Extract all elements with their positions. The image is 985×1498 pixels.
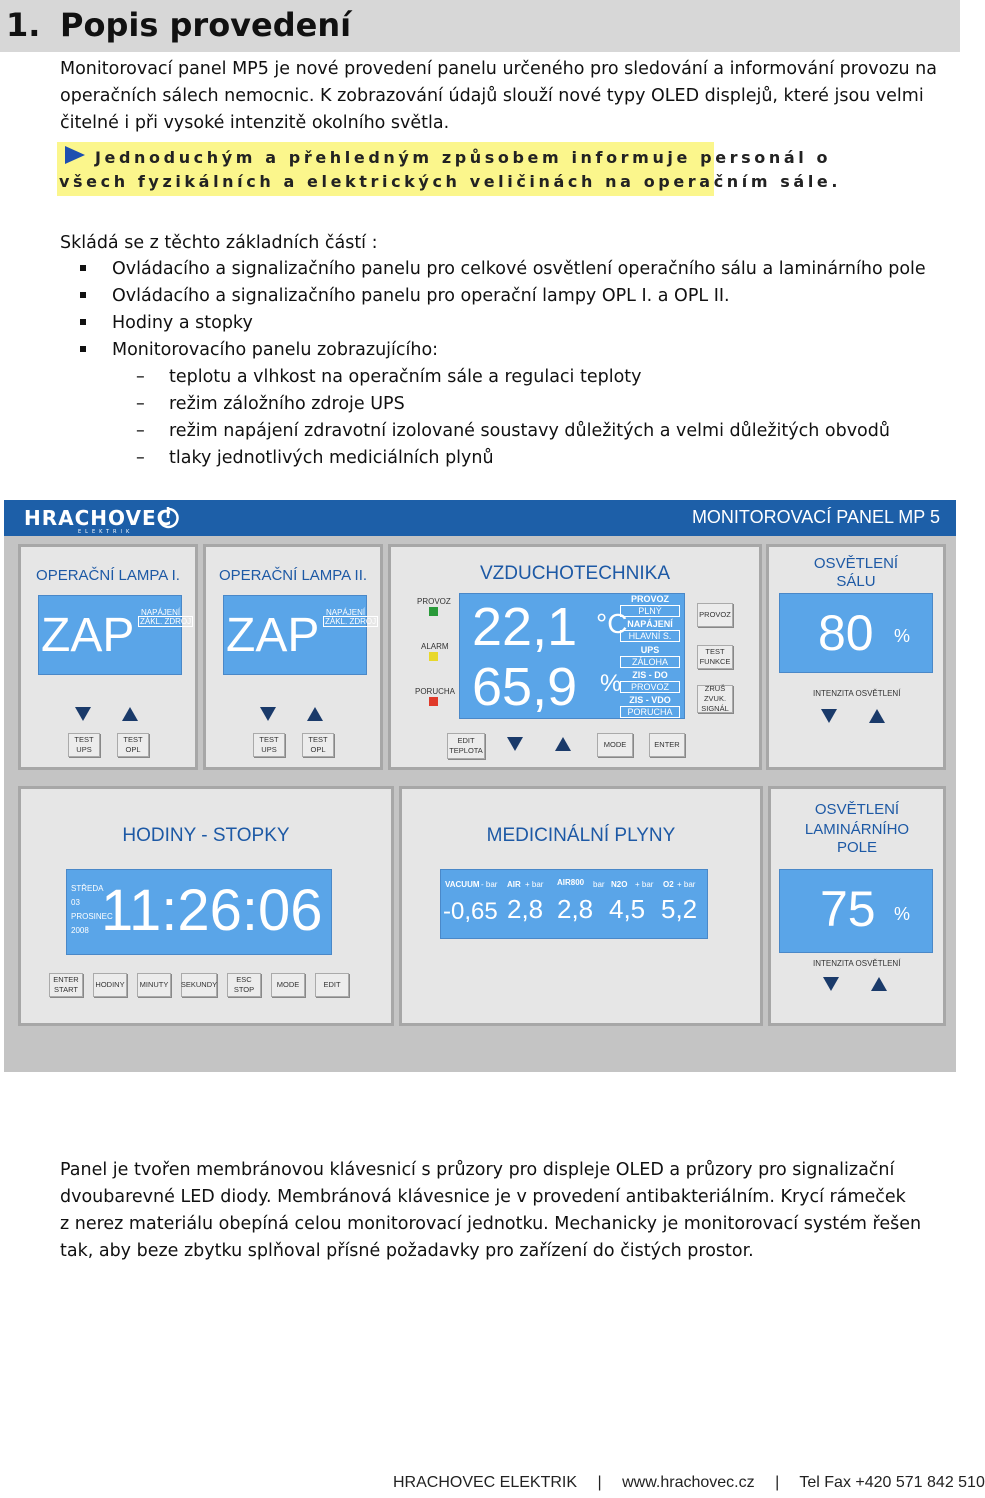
enter-start-button[interactable]: ENTER START — [49, 973, 83, 997]
list-item — [60, 283, 940, 310]
edit-temperature-button[interactable]: EDIT TEPLOTA — [447, 733, 485, 759]
lamp2-title: OPERAČNÍ LAMPA II. — [218, 567, 368, 584]
gas-unit: + bar — [677, 880, 696, 889]
gas-name: N2O — [611, 880, 628, 889]
status-text: HLAVNÍ S. — [620, 630, 680, 642]
humidity-unit: % — [600, 670, 622, 697]
lamp1-state: ZAP — [41, 609, 135, 662]
hvac-display — [459, 593, 685, 719]
section-number: 1. — [6, 6, 41, 44]
logo-icon — [156, 506, 180, 530]
bullet — [80, 346, 86, 352]
room-light-title: OSVĚTLENÍ — [813, 555, 899, 572]
highlight-box — [57, 142, 842, 196]
room-light-up-button[interactable] — [869, 709, 885, 723]
gas-unit: bar — [593, 880, 605, 889]
description-line: dvoubarevné LED diody. Membránová klávesnice je v provedení antibakteriálním. Krycí rámeček — [60, 1187, 906, 1207]
laminar-title: LAMINÁRNÍHO — [804, 821, 910, 838]
led-yellow — [429, 652, 438, 661]
clock-title: HODINY - STOPKY — [122, 825, 290, 846]
mute-signal-button[interactable]: ZRUŠ ZVUK. SIGNÁL — [697, 685, 733, 713]
lamp2-up-button[interactable] — [307, 707, 323, 721]
sub-item — [60, 445, 940, 472]
laminar-value: 75 — [820, 881, 876, 937]
hvac-up-button[interactable] — [555, 737, 571, 751]
status-text: PLNÝ — [620, 605, 680, 617]
led-provoz-label: PROVOZ — [417, 597, 451, 606]
room-light-title: SÁLU — [836, 573, 876, 590]
intro-line: čitelné i při vysoké intenzitě okolního světla. — [60, 113, 450, 133]
hvac-title: VZDUCHOTECHNIKA — [479, 563, 670, 584]
gas-name: VACUUM — [445, 880, 480, 889]
sub-item-text: režim napájení zdravotní izolované soustavy důležitých a velmi důležitých obvodů — [169, 421, 890, 441]
lamp2-module — [203, 544, 383, 770]
lamp2-test-opl-button[interactable]: TEST OPL — [302, 733, 334, 757]
lamp2-state: ZAP — [226, 609, 320, 662]
clock-time: 11:26:06 — [101, 878, 323, 943]
bullet — [80, 265, 86, 271]
status-text: PORUCHA — [620, 706, 680, 718]
laminar-light-module — [768, 786, 946, 1026]
arrow-icon — [65, 146, 85, 164]
status-text: ZÁLOHA — [620, 656, 680, 668]
led-porucha-label: PORUCHA — [415, 687, 456, 696]
led-red — [429, 697, 438, 706]
logo-subtitle: ELEKTRIK — [78, 529, 134, 535]
year: 2008 — [71, 926, 89, 935]
lamp2-display — [223, 595, 377, 675]
lamp1-module — [18, 544, 198, 770]
description-paragraph — [60, 1157, 940, 1265]
footer-phone: Tel Fax +420 571 842 510 — [799, 1474, 985, 1491]
temperature-value: 22,1 — [472, 597, 578, 657]
status-text: ZIS - VDO — [629, 695, 671, 705]
weekday: STŘEDA — [71, 884, 104, 893]
lamp1-down-button[interactable] — [75, 707, 91, 721]
gas-unit: - bar — [481, 880, 498, 889]
clock-display — [66, 869, 332, 955]
description-line: z nerez materiálu obepíná celou monitorovací jednotku. Mechanicky je monitorovací systém řešen — [60, 1214, 922, 1234]
panel-title: MONITOROVACÍ PANEL MP 5 — [691, 507, 940, 527]
dash: – — [136, 448, 145, 468]
lamp1-test-opl-button[interactable]: TEST OPL — [117, 733, 149, 757]
description-line: tak, aby beze zbytku splňoval přísné požadavky pro zařízení do čistých prostor. — [60, 1241, 754, 1261]
section-header — [0, 0, 960, 52]
list-item-text: Monitorovacího panelu zobrazujícího: — [112, 340, 439, 360]
lamp1-display — [38, 595, 192, 675]
gas-value: 5,2 — [661, 894, 698, 924]
list-item-text: Hodiny a stopky — [112, 313, 253, 333]
temperature-unit: °C — [596, 608, 628, 639]
footer-web: www.hrachovec.cz — [622, 1474, 755, 1491]
room-light-display — [779, 593, 933, 673]
gas-value: 4,5 — [609, 894, 646, 924]
logo: HRACHOVEC — [24, 506, 173, 530]
list-item-text: Ovládacího a signalizačního panelu pro operační lampy OPL I. a OPL II. — [112, 286, 730, 306]
lamp2-down-button[interactable] — [260, 707, 276, 721]
footer-separator: | — [775, 1474, 780, 1491]
parts-list — [60, 256, 940, 472]
parts-intro: Skládá se z těchto základních částí : — [60, 233, 378, 253]
gas-value: 2,8 — [557, 894, 594, 924]
hvac-module — [388, 544, 762, 770]
test-function-button[interactable]: TEST FUNKCE — [697, 645, 733, 669]
hvac-down-button[interactable] — [507, 737, 523, 751]
gases-title: MEDICINÁLNÍ PLYNY — [486, 825, 676, 846]
status-text: UPS — [640, 645, 660, 655]
description-line: Panel je tvořen membránovou klávesnicí s průzory pro displeje OLED a průzory pro signalizační — [60, 1160, 895, 1180]
room-light-label: INTENZITA OSVĚTLENÍ — [813, 689, 901, 698]
dash: – — [136, 367, 145, 387]
led-alarm-label: ALARM — [421, 642, 449, 651]
humidity-value: 65,9 — [472, 657, 578, 717]
month: PROSINEC — [71, 912, 113, 921]
room-light-value: 80 — [818, 605, 874, 661]
sub-item — [60, 391, 940, 418]
room-light-module — [766, 544, 946, 770]
lamp1-label: NAPÁJENÍ — [141, 608, 181, 617]
footer — [393, 1474, 985, 1492]
bullet — [80, 292, 86, 298]
enter-button[interactable]: ENTER — [649, 733, 685, 757]
panel-header-bar — [4, 500, 956, 536]
sub-item-text: teplotu a vlhkost na operačním sále a regulaci teploty — [169, 367, 642, 387]
highlight-line: Jednoduchým a přehledným způsobem informuje personál o — [95, 148, 832, 167]
status-text: PROVOZ — [620, 681, 680, 693]
intro-line: Monitorovací panel MP5 je nové provedení panelu určeného pro sledování a informování provozu na — [60, 59, 937, 79]
gases-display — [440, 869, 708, 939]
list-item — [60, 337, 940, 364]
intro-paragraph — [60, 56, 940, 137]
lamp2-label: NAPÁJENÍ — [326, 608, 366, 617]
date-day: 03 — [71, 898, 80, 907]
sub-item-text: tlaky jednotlivých mediciálních plynů — [169, 448, 494, 468]
seconds-button[interactable]: SEKUNDY — [181, 973, 217, 997]
gas-name: AIR — [507, 880, 521, 889]
sub-item — [60, 418, 940, 445]
status-text: PROVOZ — [630, 594, 669, 604]
gas-unit: + bar — [525, 880, 544, 889]
lamp2-source: ZÁKL. ZDROJ — [325, 617, 377, 626]
room-light-unit: % — [894, 626, 911, 646]
lamp2-test-ups-button[interactable]: TEST UPS — [253, 733, 285, 757]
dash: – — [136, 421, 145, 441]
clock-edit-button[interactable]: EDIT — [315, 973, 349, 997]
list-item — [60, 256, 940, 283]
hours-button[interactable]: HODINY — [93, 973, 127, 997]
intro-line: operačních sálech nemocnic. K zobrazování údajů slouží nové typy OLED displejů, které jsou velmi — [60, 86, 924, 106]
gas-name: O2 — [663, 880, 674, 889]
sub-item — [60, 364, 940, 391]
list-item-text: Ovládacího a signalizačního panelu pro celkové osvětlení operačního sálu a laminárního pole — [112, 259, 926, 279]
monitoring-panel-image — [4, 500, 956, 1072]
gases-module — [399, 786, 763, 1026]
status-text: ZIS - DO — [632, 670, 668, 680]
laminar-unit: % — [894, 904, 911, 924]
footer-separator: | — [597, 1474, 602, 1491]
minutes-button[interactable]: MINUTY — [137, 973, 171, 997]
lamp1-test-ups-button[interactable]: TEST UPS — [68, 733, 100, 757]
gas-unit: + bar — [635, 880, 654, 889]
laminar-title: OSVĚTLENÍ — [814, 801, 900, 818]
laminar-title: POLE — [836, 839, 878, 856]
footer-company: HRACHOVEC ELEKTRIK — [393, 1474, 578, 1491]
laminar-label: INTENZITA OSVĚTLENÍ — [813, 959, 901, 968]
laminar-display — [779, 869, 933, 953]
section-title: Popis provedení — [60, 6, 352, 44]
list-item — [60, 310, 940, 337]
esc-stop-button[interactable]: ESC STOP — [227, 973, 261, 997]
laminar-down-button[interactable] — [823, 977, 839, 991]
laminar-up-button[interactable] — [871, 977, 887, 991]
sub-item-text: režim záložního zdroje UPS — [169, 394, 405, 414]
status-text: NAPÁJENÍ — [627, 619, 673, 629]
provoz-button[interactable]: PROVOZ — [697, 603, 733, 627]
mode-button[interactable]: MODE — [597, 733, 633, 757]
room-light-down-button[interactable] — [821, 709, 837, 723]
gas-name: AIR800 — [557, 878, 585, 887]
dash: – — [136, 394, 145, 414]
gas-value: -0,65 — [443, 898, 498, 925]
lamp1-up-button[interactable] — [122, 707, 138, 721]
highlight-line: všech fyzikálních a elektrických veličinách na operačním sále. — [59, 172, 842, 191]
bullet — [80, 319, 86, 325]
led-green — [429, 607, 438, 616]
clock-mode-button[interactable]: MODE — [271, 973, 305, 997]
lamp1-source: ZÁKL. ZDROJ — [140, 617, 192, 626]
lamp1-title: OPERAČNÍ LAMPA I. — [36, 567, 180, 584]
gas-value: 2,8 — [507, 894, 544, 924]
clock-module — [18, 786, 394, 1026]
